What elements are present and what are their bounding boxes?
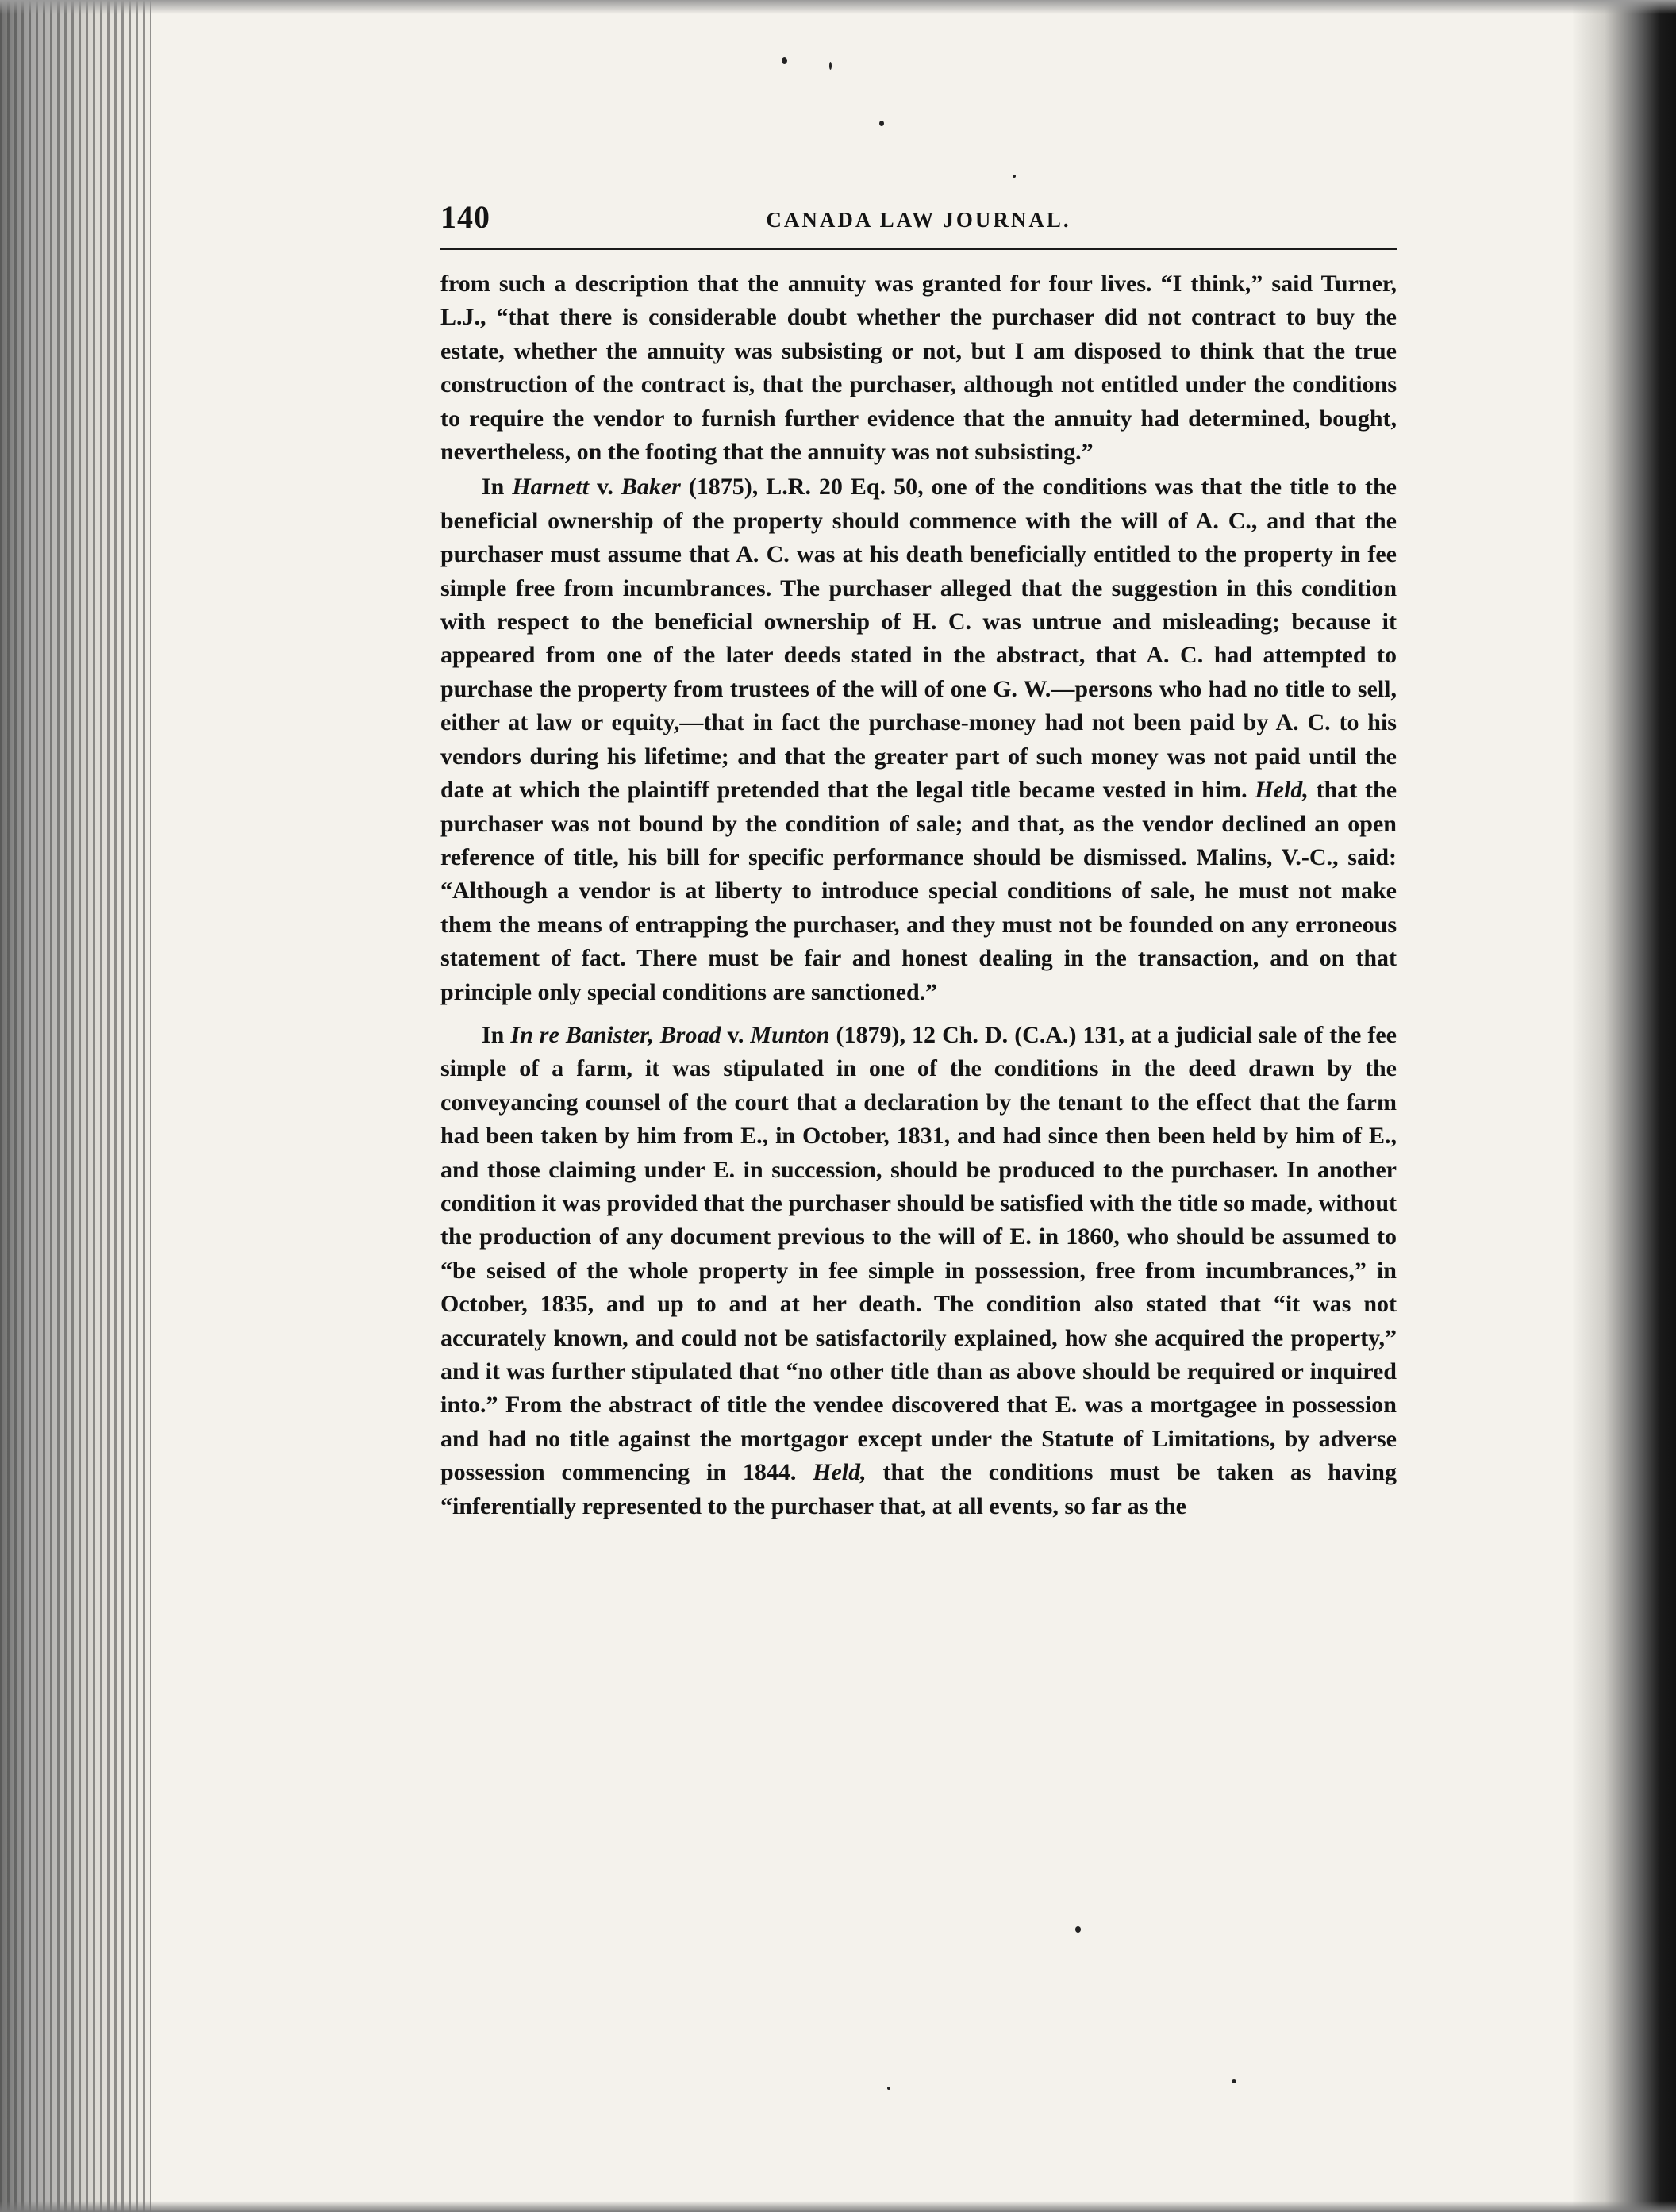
paragraph-2 <box>440 470 1397 1009</box>
case-name-munton: Munton <box>750 1021 830 1048</box>
paragraph-3-lead: In <box>482 1021 511 1048</box>
ink-speck <box>887 2087 890 2090</box>
versus: v. <box>721 1021 751 1048</box>
paragraph-3 <box>440 1019 1397 1523</box>
case-name-harnett: Harnett <box>512 474 590 501</box>
ink-speck <box>782 57 787 64</box>
versus: v. <box>589 474 621 501</box>
case-name-banister-broad: In re Banister, Broad <box>510 1021 721 1048</box>
body-text <box>440 267 1397 1523</box>
running-head: CANADA LAW JOURNAL. <box>766 208 1071 232</box>
ink-speck <box>879 121 884 126</box>
paragraph-2-text: (1875), L.R. 20 Eq. 50, one of the conditions was that the title to the beneficial ownership of the property should commence with the will of A. C., and that the purchaser must assume that A. C. was at his death beneficially entitled to the property in fee simple free from incumbrances. The purchaser alleged that the suggestion in this condition with respect to the beneficial ownership of H. C. was untrue and misleading; because it appeared from one of the later deeds stated in the abstract, that A. C. had attempted to purchase the property from trustees of the will of one G. W.—persons who had no title to sell, either at law or equity,—that in fact the purchase-money had not been paid by A. C. to his vendors during his lifetime; and that the greater part of such money was not paid until the date at which the plaintiff pretended that the legal title became vested in him. <box>440 474 1397 804</box>
paragraph-2-lead: In <box>482 474 513 501</box>
paragraph-1 <box>440 267 1397 469</box>
page-number: 140 <box>440 199 490 235</box>
page-edge-shadow-bottom <box>0 2201 1676 2212</box>
case-name-baker: Baker <box>621 474 681 501</box>
ink-speck <box>1075 1926 1081 1933</box>
paragraph-2-text-continued: that the purchaser was not bound by the condition of sale; and that, as the vendor declined an open reference of title, his bill for specific performance should be dismissed. Malins, V.-C., said: “Although a vendor is at liberty to introduce special conditions of sale, he must not make them the means of entrapping the purchaser, and they must not be founded on any erroneous statement of fact. There must be fair and honest dealing in the transaction, and on that principle only special conditions are sanctioned.” <box>440 777 1397 1005</box>
held-label: Held, <box>813 1459 867 1486</box>
page-header <box>440 198 1397 250</box>
paragraph-3-text-continued: that the conditions must be taken as having “inferentially represented to the purchaser that, at all events, so far as the <box>440 1459 1397 1519</box>
binding-shadow-left <box>0 0 151 2212</box>
ink-speck <box>829 62 832 70</box>
ink-speck <box>1232 2079 1236 2083</box>
held-label: Held, <box>1255 777 1309 804</box>
paragraph-3-text: (1879), 12 Ch. D. (C.A.) 131, at a judicial sale of the fee simple of a farm, it was stipulated in one of the conditions in the deed drawn by the conveyancing counsel of the court that a declaration by the tenant to the effect that the farm had been taken by him from E., in October, 1831, and had since then been held by him of E., and those claiming under E. in succession, should be produced to the purchaser. In another condition it was provided that the purchaser should be satisfied with the title so made, without the production of any document previous to the will of E. in 1860, who should be assumed to “be seised of the whole property in fee simple in possession, free from incumbrances,” in October, 1835, and up to and at her death. The condition also stated that “it was not accurately known, and could not be satisfactorily explained, how she acquired the property,” and it was further stipulated that “no other title than as above should be required or inquired into.” From the abstract of title the vendee discovered that E. was a mortgagee in possession and had no title against the mortgagor except under the Statute of Limitations, by adverse possession commencing in 1844. <box>440 1021 1397 1486</box>
ink-speck <box>1013 175 1016 178</box>
paragraph-1-text: from such a description that the annuity was granted for four lives. “I think,” said Turner, L.J., “that there is considerable doubt whether the purchaser did not contract to buy the estate, whether the annuity was subsisting or not, but I am disposed to think that the true construction of the contract is, that the purchaser, although not entitled under the conditions to require the vendor to furnish further evidence that the annuity had determined, bought, nevertheless, on the footing that the annuity was not subsisting.” <box>440 271 1397 466</box>
page-edge-shadow-right <box>1573 0 1676 2212</box>
page-edge-shadow-top <box>0 0 1676 14</box>
document-page <box>440 198 1397 1523</box>
